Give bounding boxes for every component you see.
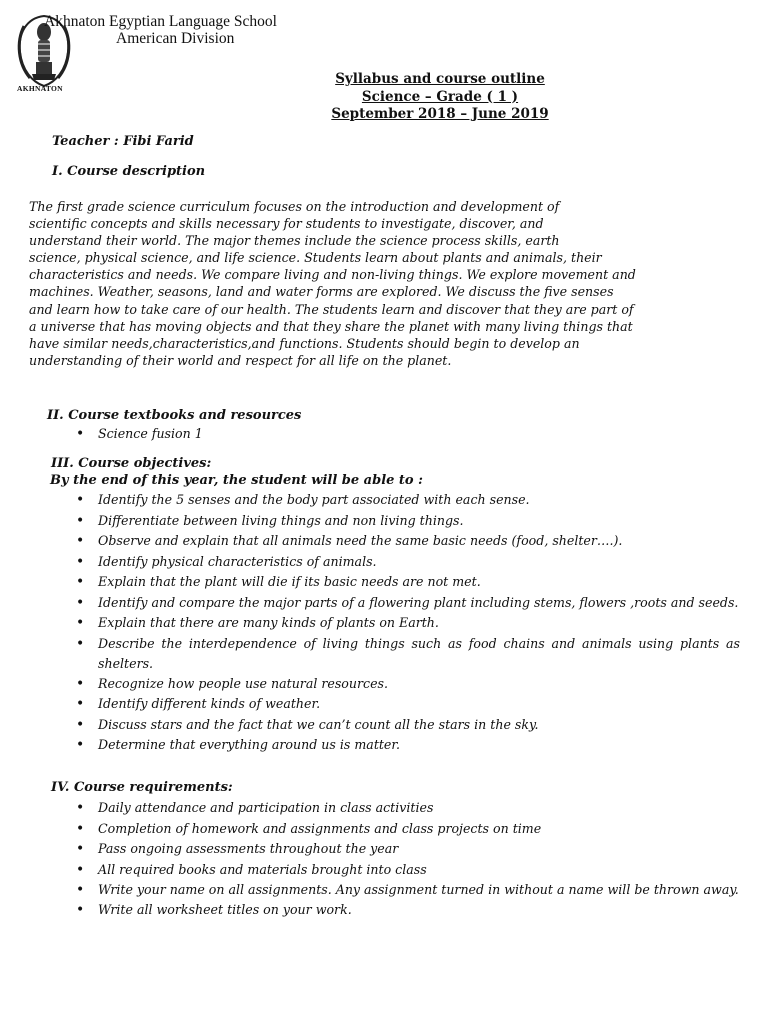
description-line: understand their world. The major themes include the science process skills, earth — [29, 233, 560, 249]
list-item: • Completion of homework and assignments and class projects on time — [76, 819, 740, 840]
list-item: • Identify physical characteristics of animals. — [76, 552, 740, 573]
list-item: • Daily attendance and participation in class activities — [76, 798, 740, 819]
list-item: • Explain that the plant will die if its basic needs are not met. — [76, 572, 740, 593]
textbooks-heading: II. Course textbooks and resources — [47, 408, 302, 423]
description-line: science, physical science, and life science. Students learn about plants and animals, their — [29, 250, 602, 266]
description-line: have similar needs,characteristics,and functions. Students should begin to develop an — [29, 335, 580, 351]
title-line-1: Syllabus and course outline — [335, 71, 545, 87]
objectives-list — [76, 490, 740, 756]
list-item: • Pass ongoing assessments throughout the year — [76, 839, 740, 860]
list-item: • Describe the interdependence of living things such as food chains and animals using plants as shelters. — [76, 634, 740, 674]
title-line-3: September 2018 – June 2019 — [331, 106, 549, 122]
teacher-name: Teacher : Fibi Farid — [52, 134, 194, 149]
list-item: • Write all worksheet titles on your work. — [76, 900, 740, 921]
description-line: The first grade science curriculum focuses on the introduction and development of — [29, 199, 560, 214]
list-item: • Differentiate between living things and non living things. — [76, 511, 740, 532]
list-item: • Recognize how people use natural resources. — [76, 674, 740, 695]
list-item: • All required books and materials brought into class — [76, 860, 740, 881]
document-title-block — [300, 71, 580, 124]
requirements-heading: IV. Course requirements: — [51, 780, 233, 795]
title-line-2: Science – Grade ( 1 ) — [361, 88, 519, 105]
list-item: • Discuss stars and the fact that we can’t count all the stars in the sky. — [76, 715, 740, 736]
textbooks-list — [76, 424, 740, 445]
logo-text: AKHNATON — [17, 84, 63, 93]
list-item: • Explain that there are many kinds of plants on Earth. — [76, 613, 740, 634]
list-item: • Observe and explain that all animals need the same basic needs (food, shelter….). — [76, 531, 740, 552]
division-name: American Division — [116, 30, 235, 47]
objectives-heading: III. Course objectives: — [51, 456, 212, 471]
course-description-heading: I. Course description — [52, 164, 206, 179]
description-line: machines. Weather, seasons, land and water forms are explored. We discuss the five senses — [29, 284, 614, 300]
list-item: • Science fusion 1 — [76, 424, 740, 445]
objectives-subheading: By the end of this year, the student will be able to : — [50, 473, 423, 488]
description-line: scientific concepts and skills necessary for students to investigate, discover, and — [29, 216, 544, 232]
description-line: and learn how to take care of our health. The students learn and discover that they are part of — [29, 301, 634, 317]
requirements-list — [76, 798, 740, 921]
description-line: characteristics and needs. We compare living and non-living things. We explore movement and — [29, 267, 636, 283]
description-line: a universe that has moving objects and that they share the planet with many living things that — [29, 318, 633, 334]
description-line: understanding of their world and respect for all life on the planet. — [29, 352, 452, 368]
list-item: • Write your name on all assignments. Any assignment turned in without a name will be thrown away. — [76, 880, 740, 900]
list-item: • Identify the 5 senses and the body part associated with each sense. — [76, 490, 740, 511]
objectives-heading-block — [51, 455, 423, 489]
school-name: Akhnaton Egyptian Language School — [44, 13, 277, 30]
list-item: • Identify and compare the major parts of a flowering plant including stems, flowers ,roots and seeds. — [76, 593, 740, 613]
course-description-paragraph — [29, 198, 749, 369]
list-item: • Identify different kinds of weather. — [76, 694, 740, 715]
list-item: • Determine that everything around us is matter. — [76, 735, 740, 756]
